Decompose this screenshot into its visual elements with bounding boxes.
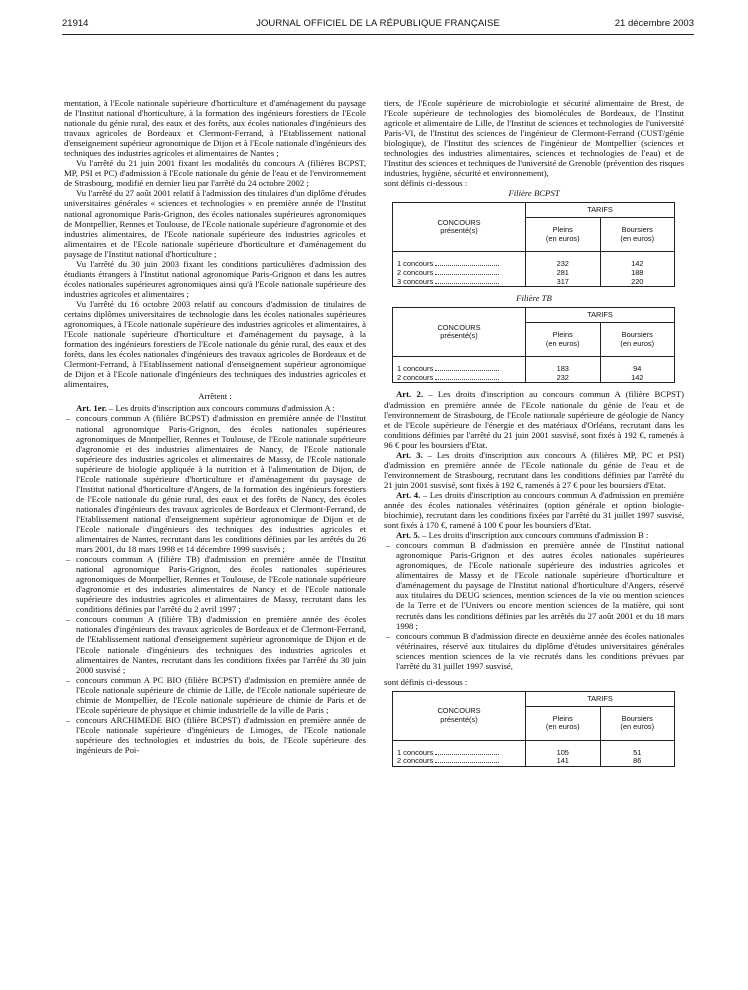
list-item: – concours commun B d'admission directe en deuxième année des écoles nationales vétérinaires, réservé aux titulaires du diplôme d'études universitaires générales sciences mention sciences de la vie recrutés dans les conditions prévues par l'arrêté du 31 juillet 1997 susvisé, <box>384 631 684 671</box>
issue-date: 21 décembre 2003 <box>614 18 694 29</box>
paragraph: Vu l'arrêté du 16 octobre 2003 relatif au concours d'admission de titulaires de certains diplômes universitaires de technologie dans les écoles nationales supérieures agronomiques, à l'Ecole nationale supérieure des industries agricoles et alimentaires, à l'Ecole nationale supérieure d'horticulture et d'aménagement du paysage, à la formation des ingénieurs forestiers de l'Ecole nationale du génie rural, des eaux et des forêts, dans les écoles nationales d'ingénieurs des travaux agricoles de Bordeaux et de Clermont-Ferrand, à l'Etablissement national d'enseignement supérieur agronomique de Dijon et à l'Ecole nationale d'ingénieurs des techniques des industries agricoles et alimentaires, <box>64 298 366 390</box>
list-item: – concours commun A (filière TB) d'admission en première année des écoles nationales d'ingénieurs des travaux agricoles de Bordeaux et de Clermont-Ferrand, de l'Etablissement national d'enseignement supérieur agronomique de Dijon et de l'Ecole nationale d'ingénieurs des techniques des industries agricoles et alimentaires de Nantes, recrutant dans les conditions fixées par l'arrêté du 30 juin 2000 susvisé ; <box>64 614 366 674</box>
page-number: 21914 <box>62 18 89 29</box>
journal-title: JOURNAL OFFICIEL DE LA RÉPUBLIQUE FRANÇAISE <box>256 18 500 29</box>
list-item: – concours commun B d'admission en première année de l'Institut national agronomique Paris-Grignon et des autres écoles nationales supérieures agronomiques, de l'Ecole nationale supérieure des industries agricoles et alimentaires de Massy et de l'Ecole nationale supérieure d'horticulture et d'aménagement du paysage de l'Institut national d'horticulture d'Angers, réservé aux titulaires du DEUG sciences, mention sciences de la vie ou mention sciences de la Terre et de l'Univers ou encore mention sciences de la matière, qui sont recrutés dans les conditions définies par les arrêtés du 27 août 2001 et du 18 mars 1998 ; <box>384 540 684 630</box>
right-column <box>384 98 684 773</box>
page-header <box>62 18 694 32</box>
article-2: Art. 2. – Les droits d'inscription au concours commun A (filière BCPST) d'admission en première année de l'Ecole nationale du génie de l'eau et de l'environnement de Strasbourg, de l'Ecole nationale supérieure de géologie de Nancy et de l'Ecole supérieure de l'énergie et des matériaux d'Orléans, recrutant dans les conditions définies par l'arrêté du 21 juin 2001 susvisé, sont fixés à 192 €, ramenés à 96 € pour les boursiers d'Etat. <box>384 389 684 450</box>
list-item: – concours commun A (filière TB) d'admission en première année de l'Institut national agronomique Paris-Grignon, des écoles nationales supérieures agronomiques de Montpellier, Rennes et Toulouse, de l'Ecole nationale supérieure d'agronomie et des industries alimentaires de Nancy et de l'Ecole nationale supérieure des industries agricoles et alimentaires de Massy, recrutant dans les conditions définies par l'arrêté du 2 avril 1997 ; <box>64 554 366 614</box>
article-text: – Les droits d'inscription aux concours communs d'admission A : <box>106 403 335 414</box>
pleins-header: Pleins (en euros) <box>526 706 601 740</box>
tarifs-header: TARIFS <box>526 203 675 218</box>
boursiers-header: Boursiers (en euros) <box>600 323 675 357</box>
filiere-bcpst-heading: Filière BCPST <box>508 188 560 199</box>
left-column <box>64 98 366 755</box>
concours-list-a <box>64 413 366 755</box>
article-4: Art. 4. – Les droits d'inscription au concours commun A d'admission en première année des écoles nationales vétérinaires (option générale et option biologie-biochimie), recrutant dans les conditions fixées par l'arrêté du 31 juillet 1997 susvisé, sont fixés à 170 €, ramené à 100 € pour les boursiers d'Etat. <box>384 489 685 531</box>
article-3: Art. 3. – Les droits d'inscription aux concours A (filières MP, PC et PSI) d'admission en première année de l'Ecole nationale du génie de l'eau et de l'environnement de Strasbourg, recrutant dans les conditions définies par l'arrêté du 21 juin 2001 susvisé, sont fixés à 192 €, ramenés à 27 € pour les boursiers d'Etat. <box>384 449 684 490</box>
filiere-tb-heading: Filière TB <box>516 293 552 304</box>
sont-definis: sont définis ci-dessous : <box>384 178 468 189</box>
list-item: – concours commun A PC BIO (filière BCPST) d'admission en première année de l'Ecole nationale supérieure de chimie de Lille, de l'Ecole nationale supérieure de chimie de Montpellier, de l'Ecole nationale supérieure de chimie de Paris et de l'Ecole supérieure de physique et chimie industrielle de la ville de Paris ; <box>64 675 366 715</box>
table-row: 1 concours 232 142 <box>393 252 675 269</box>
tarifs-header: TARIFS <box>526 691 675 706</box>
table-row: 2 concours 281 188 <box>393 269 675 278</box>
table-row: 1 concours 183 94 <box>393 357 675 374</box>
concours-list-b <box>384 540 684 671</box>
paragraph: mentation, à l'Ecole nationale supérieure d'horticulture et d'aménagement du paysage de l'Institut national d'horticulture, à la formation des ingénieurs forestiers de l'Ecole nationale du génie rural, des eaux et des forêts, aux écoles nationales d'ingénieurs des travaux agricoles de Bordeaux et Clermont-Ferrand, à l'Etablissement national d'enseignement supérieur agronomique de Dijon et à l'Ecole nationale d'ingénieurs des techniques des industries agricoles et alimentaires de Nantes ; <box>64 98 366 159</box>
arretent: Arrêtent : <box>198 391 232 402</box>
paragraph: Vu l'arrêté du 30 juin 2003 fixant les conditions particulières d'admission des étudiants étrangers à l'Institut national agronomique Paris-Grignon et dans les autres écoles nationales supérieures agronomiques ainsi qu'à l'Ecole nationale supérieure des industries agricoles et alimentaires ; <box>64 258 366 299</box>
table-row: 3 concours 317 220 <box>393 278 675 287</box>
table-row: 1 concours 105 51 <box>393 740 675 757</box>
article-label: Art. 1er. <box>76 403 107 414</box>
tarifs-header: TARIFS <box>526 308 675 323</box>
pleins-header: Pleins (en euros) <box>526 218 601 252</box>
sont-definis: sont définis ci-dessous : <box>384 676 468 687</box>
list-item: – concours ARCHIMEDE BIO (filière BCPST) d'admission en première année de l'Ecole nationale supérieure d'ingénieurs de Limoges, de l'Ecole nationale supérieure des technologies et industries du bois, de l'Ecole supérieure des ingénieurs de Poi- <box>64 715 366 755</box>
tarifs-table-bcpst <box>392 202 675 287</box>
paragraph: tiers, de l'Ecole supérieure de microbiologie et sécurité alimentaire de Brest, de l'Ecole supérieure de technologies des biomolécules de Bordeaux, de l'Institut agricole et alimentaire de Lille, de l'Institut de sciences et technologies de l'université Paris-VI, de l'Institut des sciences de l'ingénieur de Clermont-Ferrand (CUST/génie biologique), de l'Institut des sciences de l'ingénieur de Montpellier (sciences et technologies des industries alimentaires, sciences et technologies de l'eau) et de l'Institut des sciences et techniques de l'université de Grenoble (prévention des risques industries, hygiène, sécurité et environnement), <box>384 98 684 179</box>
paragraph: Vu l'arrêté du 21 juin 2001 fixant les modalités du concours A (filières BCPST, MP, PSI et PC) d'admission à l'Ecole nationale du génie de l'eau et de l'environnement de Strasbourg, modifié en dernier lieu par l'arrêté du 24 octobre 2002 ; <box>64 158 366 189</box>
concours-header: CONCOURS présenté(s) <box>393 203 526 252</box>
concours-header: CONCOURS présenté(s) <box>393 308 526 357</box>
concours-header: CONCOURS présenté(s) <box>393 691 526 740</box>
header-rule <box>62 34 694 35</box>
pleins-header: Pleins (en euros) <box>526 323 601 357</box>
paragraph: Vu l'arrêté du 27 août 2001 relatif à l'admission des titulaires d'un diplôme d'études universitaires générales « sciences et technologies » en première année de l'Institut national agronomique Paris-Grignon, des écoles nationales supérieures agronomiques de Montpellier, Rennes et Toulouse, de l'Ecole nationale supérieure d'agronomie et des industries alimentaires, de l'Ecole nationale supérieure des industries agricoles et alimentaires et de l'Ecole nationale supérieure d'horticulture et d'aménagement du paysage de l'Institut national d'horticulture ; <box>64 188 366 259</box>
tarifs-table-tb <box>392 307 675 383</box>
article-1 <box>64 403 366 413</box>
list-item: – concours commun A (filière BCPST) d'admission en première année de l'Institut national agronomique Paris-Grignon, des écoles nationales supérieures agronomiques de Montpellier, Rennes et Toulouse, de l'Ecole nationale supérieure d'agronomie et des industries alimentaires de Nancy, de l'Ecole nationale supérieure des industries agricoles et alimentaires de Massy, de l'Ecole nationale supérieure de biologie appliquée à la nutrition et à l'alimentation de Dijon, de l'Ecole nationale supérieure d'horticulture et d'aménagement du paysage de l'Institut national d'horticulture d'Angers, de la formation des ingénieurs forestiers de l'Ecole nationale du génie rural, des eaux et des forêts de Nancy, des écoles nationales d'ingénieurs des travaux agricoles de Bordeaux et Clermont-Ferrand, de l'Etablissement national d'enseignement supérieur agronomique de Dijon et de l'Ecole nationale d'ingénieurs des techniques des industries agricoles et alimentaires de Nantes, recrutant dans les conditions définies par les arrêtés du 26 mars 2001, du 18 mars 1998 et 14 décembre 1999 susvisés ; <box>64 413 366 554</box>
tarifs-table-b <box>392 691 675 767</box>
table-row: 2 concours 232 142 <box>393 374 675 383</box>
boursiers-header: Boursiers (en euros) <box>600 706 675 740</box>
article-5: Art. 5. – Les droits d'inscription aux concours communs d'admission B : <box>396 530 649 541</box>
boursiers-header: Boursiers (en euros) <box>600 218 675 252</box>
table-row: 2 concours 141 86 <box>393 757 675 766</box>
